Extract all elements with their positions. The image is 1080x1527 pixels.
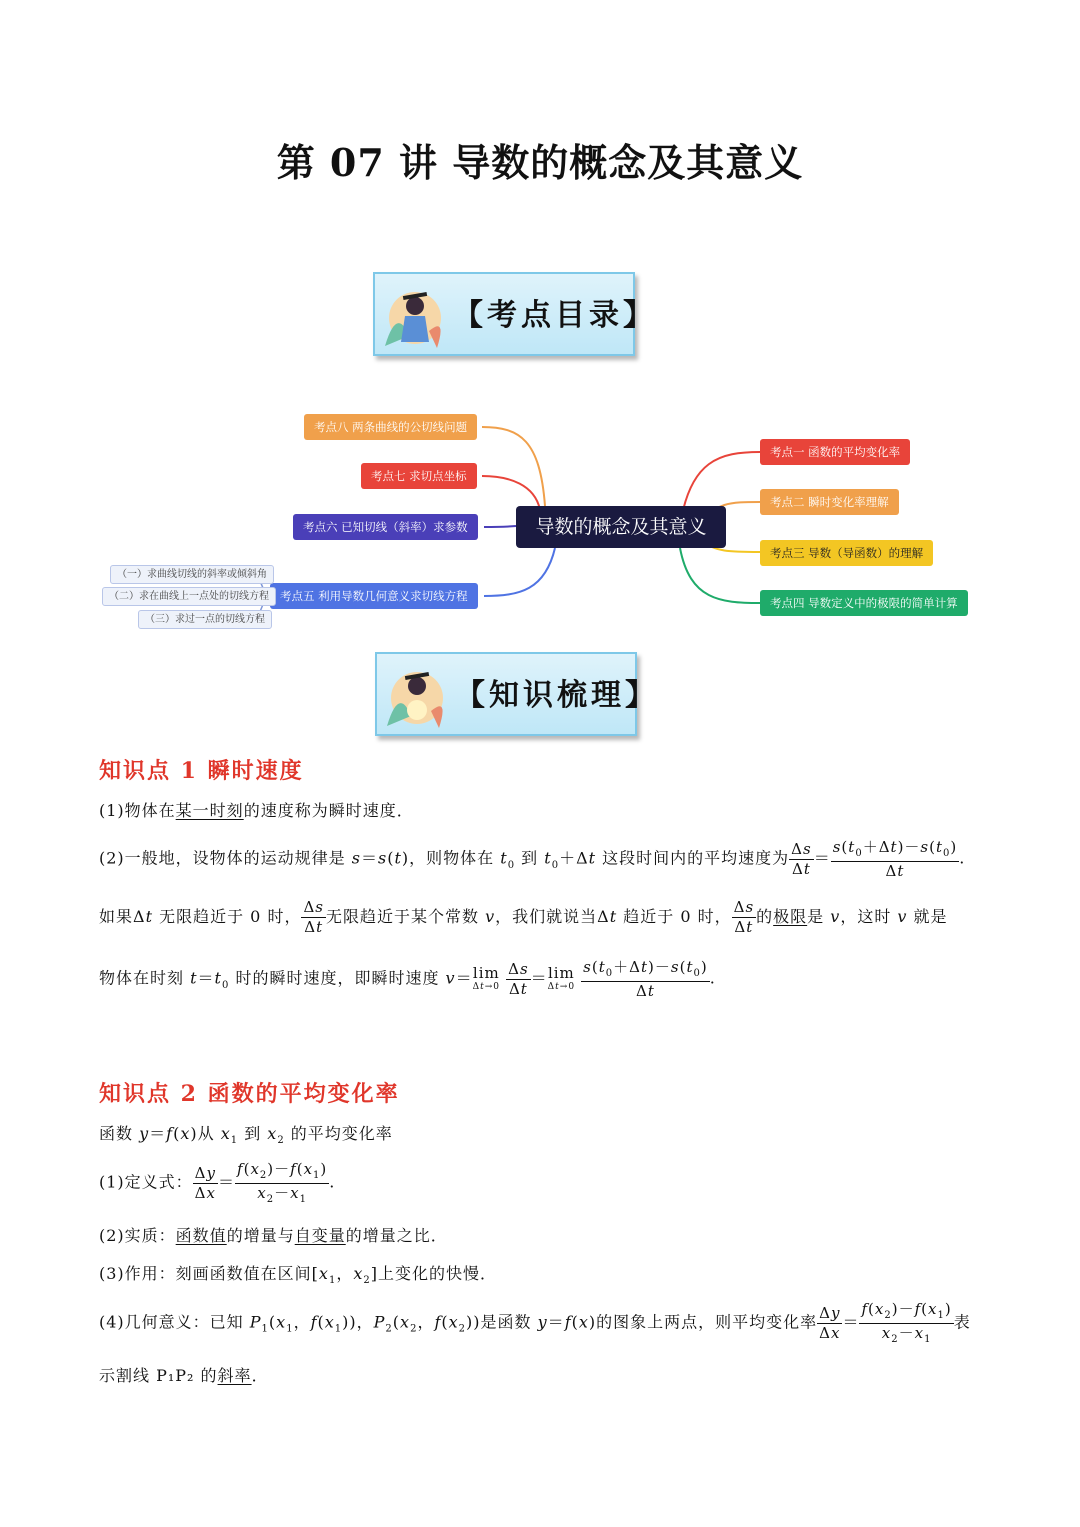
section-banner-knowledge (375, 652, 659, 736)
mindmap-subnode-2[interactable]: （二）求在曲线上一点处的切线方程 (102, 587, 276, 606)
banner-title: 【知识梳理】 (455, 678, 659, 713)
banner-title: 【考点目录】 (453, 298, 657, 333)
kp2-p1: (1)定义式： $\frac{\Delta y}{\Delta x}$ ＝ $\frac{f(x_2)-f(x_1)}{x_2-x_1}$ . (99, 1160, 336, 1205)
kp2-heading: 知识点 2 函数的平均变化率 (99, 1081, 400, 1107)
kp2-intro: 函数 y＝f(x)从 $x_1$ 到 $x_2$ 的平均变化率 (99, 1124, 393, 1147)
mindmap-subnode-1[interactable]: （一）求曲线切线的斜率或倾斜角 (110, 565, 274, 584)
mindmap-node-7[interactable]: 考点七 求切点坐标 (361, 463, 477, 489)
mindmap-center[interactable]: 导数的概念及其意义 (516, 506, 726, 548)
page-title: 第 07 讲 导数的概念及其意义 (276, 140, 804, 185)
kp1-heading: 知识点 1 瞬时速度 (99, 758, 304, 784)
mindmap-node-5[interactable]: 考点五 利用导数几何意义求切线方程 (270, 583, 478, 609)
mindmap-node-8[interactable]: 考点八 两条曲线的公切线问题 (304, 414, 477, 440)
mindmap-subnode-3[interactable]: （三）求过一点的切线方程 (138, 610, 272, 629)
kp1-p3: 如果Δt 无限趋近于 0 时， $\frac{\Delta s}{\Delta t}$ 无限趋近于某个常数 v，我们就说当Δt 趋近于 0 时， $\frac{\Delta s}{\Delta t}$ 的极限是 v，这时 v 就是 (99, 898, 948, 936)
kp2-p4: (4)几何意义：已知 $P_1(x_1$，$f(x_1)$)，$P_2(x_2$，$f(x_2)$)是函数 y＝f(x)的图象上两点，则平均变化率 $\frac{\Delta y}{\Delta x}$ ＝ $\frac{f(x_2)-f(x_1)}{x_2-x_1}$ 表 (99, 1300, 971, 1345)
kp1-p4: 物体在时刻 $t=t_0$ 时的瞬时速度，即瞬时速度 v＝lim Δt→0 $\frac{\Delta s}{\Delta t}$ ＝lim Δt→0 $\frac{s(t_0+\Delta t)-s(t_0)}{\Delta t}$ . (99, 958, 716, 1000)
graduate-illustration-icon (377, 276, 451, 352)
graduate-illustration-icon (379, 656, 453, 732)
kp1-p2: (2)一般地，设物体的运动规律是 s＝s(t)，则物体在 $t_0$ 到 $t_0+\Delta t$ 这段时间内的平均速度为 $\frac{\Delta s}{\Delta t}$ ＝ $\frac{s(t_0+\Delta t)-s(t_0)}{\Delta t}$ . (99, 838, 966, 880)
kp2-p4-tail: 示割线 P₁P₂ 的斜率． (99, 1366, 269, 1385)
mindmap-node-2[interactable]: 考点二 瞬时变化率理解 (760, 489, 899, 515)
mindmap-node-3[interactable]: 考点三 导数（导函数）的理解 (760, 540, 933, 566)
section-banner-outline (373, 272, 657, 356)
mindmap-node-6[interactable]: 考点六 已知切线（斜率）求参数 (293, 514, 478, 540)
kp2-p2: (2)实质：函数值的增量与自变量的增量之比． (99, 1226, 448, 1245)
kp2-p3: (3)作用：刻画函数值在区间[$x_1$，$x_2$]上变化的快慢． (99, 1264, 497, 1287)
kp1-p1: (1)物体在某一时刻的速度称为瞬时速度． (99, 801, 414, 820)
mindmap-node-4[interactable]: 考点四 导数定义中的极限的简单计算 (760, 590, 968, 616)
mindmap-node-1[interactable]: 考点一 函数的平均变化率 (760, 439, 910, 465)
